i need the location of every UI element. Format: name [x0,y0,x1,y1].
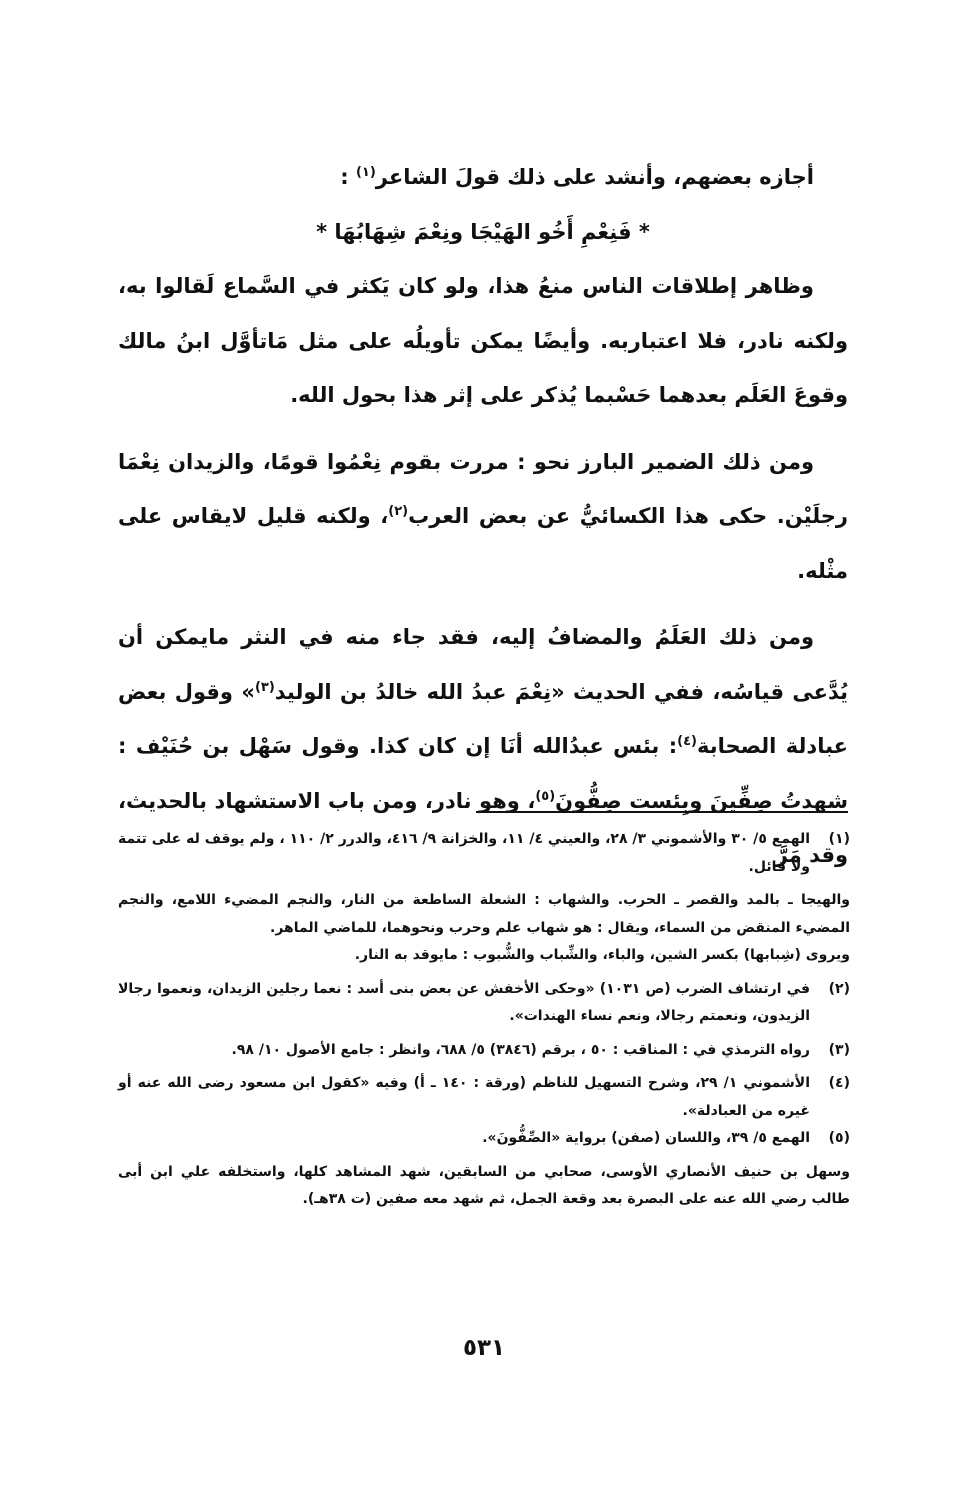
footnote-4-number: (٤) [828,1075,850,1091]
footnote-4-text: الأشموني ١/ ٢٩، وشرح التسهيل للناظم (ورقة : ١٤٠ ـ أ) وفيه «كقول ابن مسعود رضى الله عنه أو غيره من العبادلة». [118,1075,811,1119]
footnote-5-number: (٥) [828,1130,850,1146]
footnote-divider [476,811,848,813]
footnote-ref-4[interactable]: (٤) [677,734,697,749]
footnote-5-continuation: وسهل بن حنيف الأنصاري الأوسى، صحابي من السابقين، شهد المشاهد كلها، واستخلفه علي ابن أبى طالب رضي الله عنه على البصرة بعد وقعة الجمل، ثم شهد معه صفين (ت ٣٨هـ). [118,1163,850,1207]
paragraph-3 [118,435,848,599]
poetry-verse: * فَنِعْمِ أَخُو الهَيْجَا ونِعْمَ شِهَابُهَا * [316,219,650,244]
footnote-3 [118,1037,850,1065]
main-text [118,150,848,883]
paragraph-3-text-a: ومن ذلك الضمير البارز نحو : مررت بقوم نِعْمُوا قومًا، والزيدان نِعْمَا رجلَيْن. حكى هذا الكسائيُّ عن بعض العرب [118,449,848,528]
footnote-1 [118,826,850,881]
paragraph-2: وظاهر إطلاقات الناس منعُ هذا، ولو كان يَكثر في السَّماع لَقالوا به، ولكنه نادر، فلا اعتباربه. وأيضًا يمكن تأويلُه على مثل مَاتأوَّل ابنُ مالك وقوعَ العَلَم بعدهما حَسْبما يُذكر على إثر هذا بحول الله. [118,274,848,407]
footnote-ref-1[interactable]: (١) [355,165,376,180]
footnote-1-gloss: والهيجا ـ بالمد والقصر ـ الحرب. والشهاب : الشعلة الساطعة من النار، والنجم المضيء اللامع، والنجم المضيء المنقض من السماء، ويقال : هو شهاب علم وحرب ونحوهما، للماضي الماهر. [118,892,850,936]
paragraph-3-text-b: ، ولكنه قليل لايقاس على مثْله. [118,504,848,583]
footnote-ref-2[interactable]: (٢) [388,504,409,519]
paragraph-1-end: : [340,165,349,189]
paragraph-4-text-a: ومن ذلك العَلَمُ والمضافُ إليه، فقد جاء منه في النثر مايمكن أن يُدَّعى قياسُه، ففي الحديث «نِعْمَ عبدُ الله خالدُ بن الوليد [118,625,848,704]
footnote-1-block [118,826,850,970]
footnote-ref-3[interactable]: (٣) [254,679,275,695]
paragraph-4-text-d: ، وهو نادر، ومن باب الاستشهاد بالحديث، وقد مَرَّ [118,788,848,867]
footnote-ref-5[interactable]: (٥) [535,788,556,804]
footnotes [118,826,850,1214]
footnote-1-variant: ويروى (شِبابها) بكسر الشين، والباء، والشِّباب والشُّبوب : مايوقد به النار. [354,947,850,963]
footnote-2-number: (٢) [828,980,850,997]
footnote-2 [118,976,850,1031]
footnote-1-text: الهمع ٥/ ٣٠ والأشموني ٣/ ٢٨، والعيني ٤/ ١١، والخزانة ٩/ ٤١٦، والدرر ٢/ ١١٠ ، ولم يوقف له على تتمة ولا قائل. [118,831,811,875]
footnote-3-text: رواه الترمذي في : المناقب : ٥٠ ، برقم (٣٨٤٦) ٥/ ٦٨٨، وانظر : جامع الأصول ١٠/ ٩٨. [231,1041,810,1058]
paragraph-4-text-c: : بئس عبدُالله أنَا إن كان كذا. وقول سَهْل بن حُنَيْف : شهدتُ صِفِّينَ وبِئست صِفُّونَ [118,734,848,813]
footnote-4 [118,1070,850,1125]
footnote-1-continuation [118,887,850,970]
page-number: ٥٣١ [462,1335,506,1361]
footnote-5-block [118,1125,850,1214]
footnote-5 [118,1125,850,1153]
footnote-2-text: في ارتشاف الضرب (ص ١٠٣١) «وحكى الأخفش عن بعض بنى أسد : نعما رجلين الزيدان، ونعموا رجالا الزيدون، ونعمتم رجالا، ونعم نساء الهندات». [118,980,810,1024]
footnote-5-text: الهمع ٥/ ٣٩، واللسان (صفن) برواية «الصِّفُّونَ». [482,1130,810,1146]
footnote-1-number: (١) [828,831,850,847]
paragraph-1-text: أجازه بعضهم، وأنشد على ذلك قولَ الشاعر [375,165,814,189]
paragraph-1 [118,150,848,205]
paragraph-4-text-b: » وقول بعض عبادلة الصحابة [118,679,849,758]
footnote-3-number: (٣) [828,1041,850,1058]
